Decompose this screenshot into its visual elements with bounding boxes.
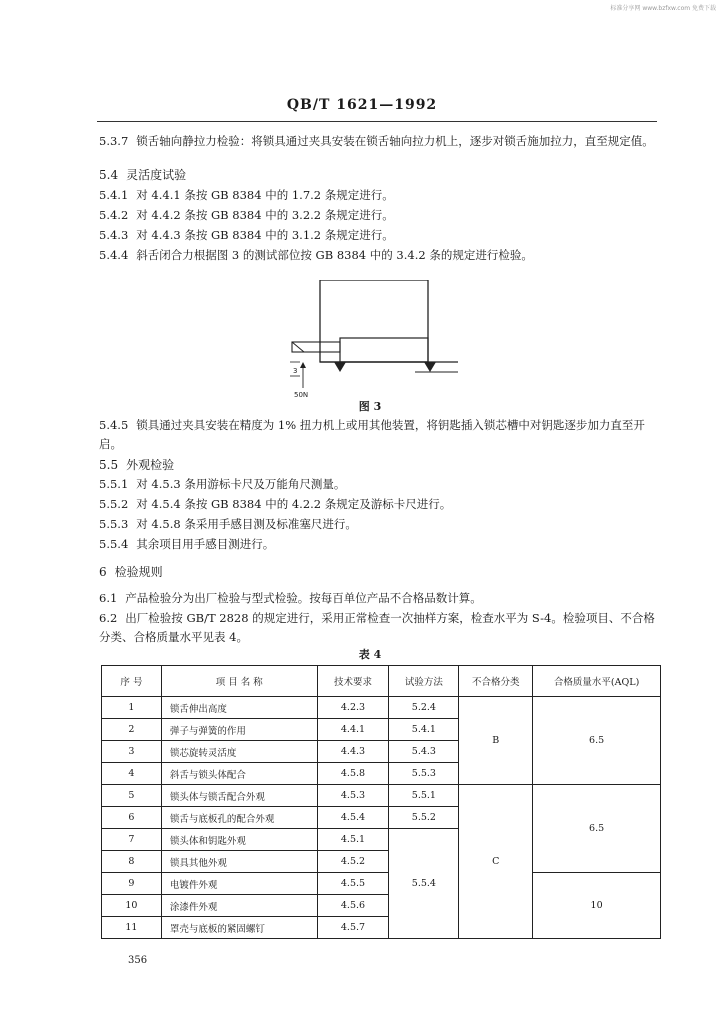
table-row <box>102 873 661 895</box>
cell-method-merged: 5.5.4 <box>389 829 459 939</box>
clause-number: 5.4.4 <box>99 248 129 262</box>
cell-requirement: 4.5.3 <box>317 785 389 807</box>
cell-item: 斜舌与锁头体配合 <box>161 763 317 785</box>
clause-number: 5.5.4 <box>99 537 129 551</box>
figure-3 <box>290 280 470 404</box>
para-5-5-4 <box>99 535 659 554</box>
clause-text: 出厂检验按 GB/T 2828 的规定进行，采用正常检查一次抽样方案，检查水平为 S-4。检验项目、不合格分类、合格质量水平见表 4。 <box>99 611 655 644</box>
clause-text: 锁舌轴向静拉力检验：将锁具通过夹具安装在锁舌轴向拉力机上，逐步对锁舌施加拉力，直至规定值。 <box>136 134 654 148</box>
cell-no: 7 <box>102 829 162 851</box>
cell-no: 6 <box>102 807 162 829</box>
para-5-5-2 <box>99 495 659 514</box>
clause-number: 6.1 <box>99 591 118 605</box>
clause-text: 锁具通过夹具安装在精度为 1% 扭力机上或用其他装置，将钥匙插入锁芯槽中对钥匙逐步加力直至开启。 <box>99 418 645 451</box>
standard-number: QB/T 1621—1992 <box>286 97 438 113</box>
cell-no: 5 <box>102 785 162 807</box>
cell-no: 10 <box>102 895 162 917</box>
clause-number: 5.5.3 <box>99 517 129 531</box>
latch-bevel-line <box>292 342 304 352</box>
lock-body-shape <box>320 280 428 362</box>
cell-method: 5.5.2 <box>389 807 459 829</box>
latch-bolt-shape <box>292 342 340 352</box>
header-class: 不合格分类 <box>459 666 533 697</box>
cell-no: 9 <box>102 873 162 895</box>
clause-text: 产品检验分为出厂检验与型式检验。按每百单位产品不合格品数计算。 <box>125 591 482 605</box>
para-5-4-1 <box>99 186 659 205</box>
cell-item: 锁头体和钥匙外观 <box>161 829 317 851</box>
cell-item: 锁芯旋转灵活度 <box>161 741 317 763</box>
cell-method: 5.4.3 <box>389 741 459 763</box>
cell-requirement: 4.4.1 <box>317 719 389 741</box>
table-row <box>102 785 661 807</box>
inspection-table <box>101 665 661 939</box>
table-caption: 表 4 <box>358 648 382 661</box>
cell-class-c: C <box>459 785 533 939</box>
support-right-shape <box>424 362 436 372</box>
support-left-shape <box>334 362 346 372</box>
clause-text: 检验规则 <box>114 565 163 579</box>
dim-force-label: 50N <box>294 391 309 399</box>
clause-text: 对 4.4.1 条按 GB 8384 中的 1.7.2 条规定进行。 <box>136 188 394 202</box>
cell-no: 8 <box>102 851 162 873</box>
cell-no: 11 <box>102 917 162 939</box>
cell-item: 锁舌与底板孔的配合外观 <box>161 807 317 829</box>
clause-text: 灵活度试验 <box>126 168 187 182</box>
cell-no: 3 <box>102 741 162 763</box>
clause-text: 对 4.5.4 条按 GB 8384 中的 4.2.2 条规定及游标卡尺进行。 <box>136 497 452 511</box>
cell-requirement: 4.5.8 <box>317 763 389 785</box>
clause-number: 6 <box>99 565 107 579</box>
header-no: 序 号 <box>102 666 162 697</box>
clause-text: 对 4.5.3 条用游标卡尺及万能角尺测量。 <box>136 477 346 491</box>
clause-text: 对 4.5.8 条采用手感目测及标准塞尺进行。 <box>136 517 357 531</box>
para-6-2 <box>99 609 659 647</box>
cell-no: 1 <box>102 697 162 719</box>
watermark: 标准分享网 www.bzfxw.com 免费下载 <box>610 5 716 12</box>
clause-number: 5.4.3 <box>99 228 129 242</box>
header-requirement: 技术要求 <box>317 666 389 697</box>
cell-method: 5.5.1 <box>389 785 459 807</box>
cell-method: 5.4.1 <box>389 719 459 741</box>
dim-height-label: 3 <box>293 367 298 375</box>
clause-number: 5.4.5 <box>99 418 129 432</box>
clause-number: 6.2 <box>99 611 118 625</box>
table-row <box>102 697 661 719</box>
header-item: 项 目 名 称 <box>161 666 317 697</box>
para-5-5-3 <box>99 515 659 534</box>
cell-item: 锁头体与锁舌配合外观 <box>161 785 317 807</box>
cell-item: 电镀件外观 <box>161 873 317 895</box>
cell-item: 涂漆件外观 <box>161 895 317 917</box>
header-aql: 合格质量水平(AQL) <box>533 666 661 697</box>
para-5-4 <box>99 166 659 185</box>
cell-no: 4 <box>102 763 162 785</box>
cell-item: 锁具其他外观 <box>161 851 317 873</box>
cell-aql-3: 10 <box>533 873 661 939</box>
clause-number: 5.4 <box>99 168 119 182</box>
para-6-1 <box>99 589 659 608</box>
figure-3-drawing <box>290 280 470 400</box>
cell-item: 弹子与弹簧的作用 <box>161 719 317 741</box>
cell-aql-1: 6.5 <box>533 697 661 785</box>
cell-requirement: 4.5.1 <box>317 829 389 851</box>
cell-requirement: 4.5.4 <box>317 807 389 829</box>
para-5-3-7 <box>99 132 659 151</box>
table-header-row <box>102 666 661 697</box>
cell-class-b: B <box>459 697 533 785</box>
clause-text: 对 4.4.3 条按 GB 8384 中的 3.1.2 条规定进行。 <box>136 228 394 242</box>
cell-requirement: 4.5.6 <box>317 895 389 917</box>
para-5-5 <box>99 456 659 475</box>
clause-text: 外观检验 <box>126 458 175 472</box>
header-rule <box>97 121 657 122</box>
cell-requirement: 4.5.2 <box>317 851 389 873</box>
clause-number: 5.5 <box>99 458 119 472</box>
cell-requirement: 4.4.3 <box>317 741 389 763</box>
cell-item: 罩壳与底板的紧固螺钉 <box>161 917 317 939</box>
para-5-4-2 <box>99 206 659 225</box>
clause-number: 5.4.1 <box>99 188 129 202</box>
cell-method: 5.5.3 <box>389 763 459 785</box>
lock-plate-shape <box>340 338 428 362</box>
para-5-4-5 <box>99 416 659 454</box>
cell-requirement: 4.2.3 <box>317 697 389 719</box>
cell-method: 5.2.4 <box>389 697 459 719</box>
standard-header <box>0 97 724 113</box>
para-5-5-1 <box>99 475 659 494</box>
cell-no: 2 <box>102 719 162 741</box>
cell-requirement: 4.5.5 <box>317 873 389 895</box>
clause-number: 5.4.2 <box>99 208 129 222</box>
para-6 <box>99 563 659 582</box>
clause-number: 5.5.1 <box>99 477 129 491</box>
clause-number: 5.3.7 <box>99 134 129 148</box>
para-5-4-3 <box>99 226 659 245</box>
clause-text: 对 4.4.2 条按 GB 8384 中的 3.2.2 条规定进行。 <box>136 208 394 222</box>
para-5-4-4 <box>99 246 659 265</box>
clause-text: 斜舌闭合力根据图 3 的测试部位按 GB 8384 中的 3.4.2 条的规定进行检验。 <box>136 248 533 262</box>
cell-aql-2: 6.5 <box>533 785 661 873</box>
page-number: 356 <box>128 955 148 966</box>
header-method: 试验方法 <box>389 666 459 697</box>
cell-requirement: 4.5.7 <box>317 917 389 939</box>
clause-number: 5.5.2 <box>99 497 129 511</box>
force-arrow-icon <box>300 362 306 368</box>
clause-text: 其余项目用手感目测进行。 <box>136 537 275 551</box>
cell-item: 锁舌伸出高度 <box>161 697 317 719</box>
figure-caption: 图 3 <box>358 400 382 413</box>
